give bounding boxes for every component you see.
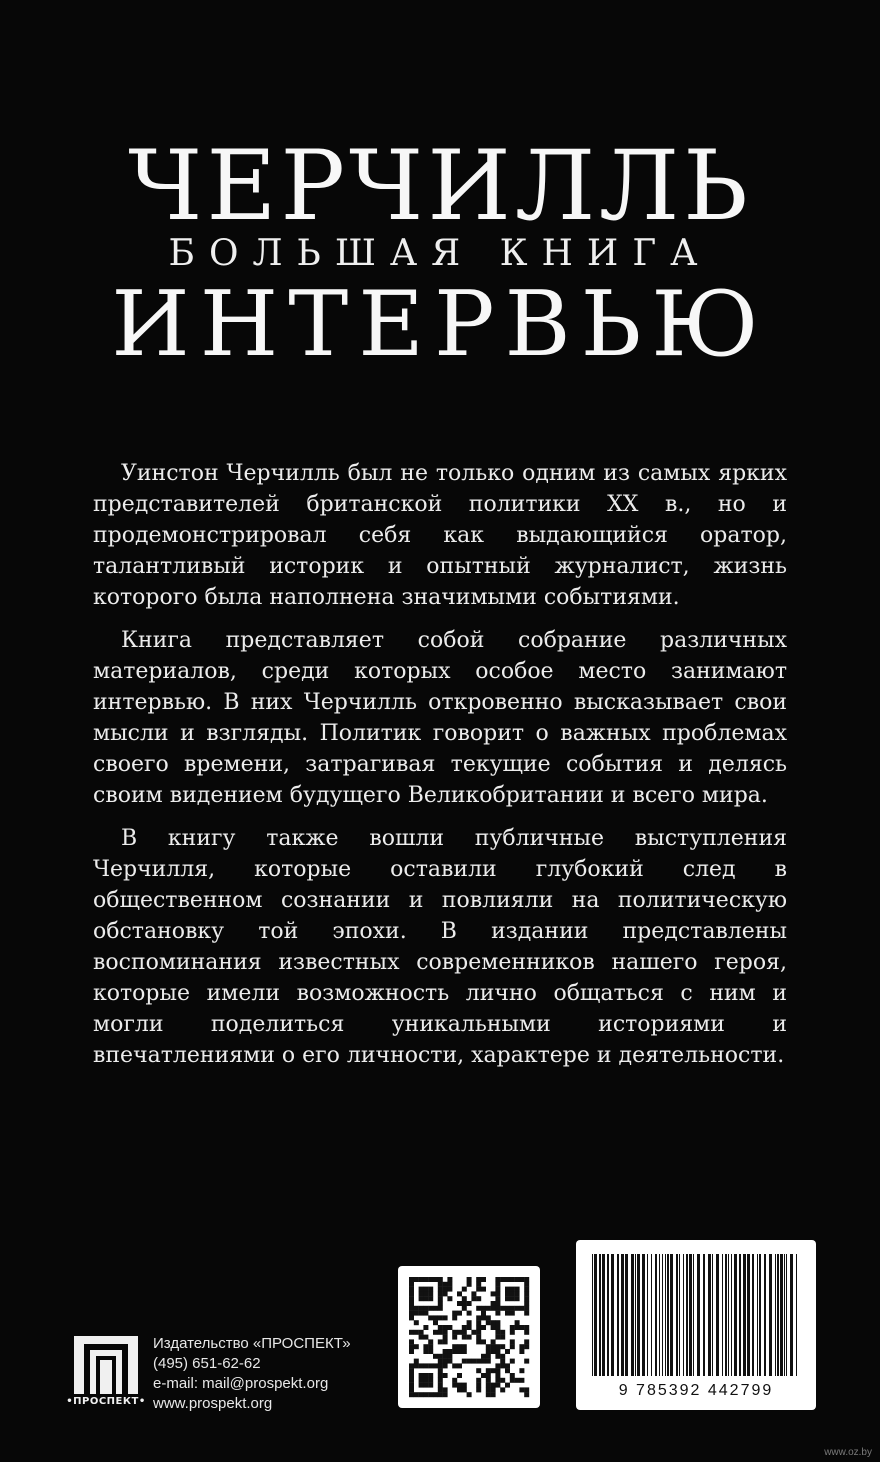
description-paragraph-3: В книгу также вошли публичные выступления Черчилля, которые оставили глубокий след в общественном сознании и повлияли на политическую обстановку той эпохи. В издании представлены воспоминания известных современников нашего героя, которые имели возможность лично общаться с ним и могли поделиться уникальными историями и впечатлениями о его личности, характере и деятельности. xyxy=(93,826,787,1068)
isbn-number: 9 785392 442799 xyxy=(618,1382,774,1399)
publisher-info xyxy=(153,1334,351,1414)
publisher-logo-caption: •ПРОСПЕКТ• xyxy=(66,1396,146,1407)
qr-code-icon xyxy=(398,1266,540,1408)
isbn-barcode xyxy=(576,1240,816,1410)
description-paragraph-2: Книга представляет собой собрание различных материалов, среди которых особое место занимают интервью. В них Черчилль откровенно высказывает свои мысли и взгляды. Политик говорит о важных проблемах своего времени, затрагивая текущие события и делясь своим видением будущего Великобритании и всего мира. xyxy=(93,628,787,808)
watermark: www.oz.by xyxy=(824,1447,872,1458)
publisher-phone: (495) 651-62-62 xyxy=(153,1355,261,1372)
title-line-1: ЧЕРЧИЛЛЬ xyxy=(128,130,752,242)
publisher-name: Издательство «ПРОСПЕКТ» xyxy=(153,1335,351,1352)
qr-code xyxy=(398,1266,540,1408)
subtitle: БОЛЬШАЯ КНИГА xyxy=(168,233,712,274)
description-paragraph-1: Уинстон Черчилль был не только одним из самых ярких представителей британской политики XX в., но и продемонстрировал себя как выдающийся оратор, талантливый историк и опытный журналист, жизнь которого была наполнена значимыми событиями. xyxy=(93,461,787,610)
publisher-website: www.prospekt.org xyxy=(153,1395,273,1412)
description-text xyxy=(93,458,787,1083)
publisher-email: e-mail: mail@prospekt.org xyxy=(153,1375,329,1392)
title-line-2: ИНТЕРВЬЮ xyxy=(111,272,769,377)
